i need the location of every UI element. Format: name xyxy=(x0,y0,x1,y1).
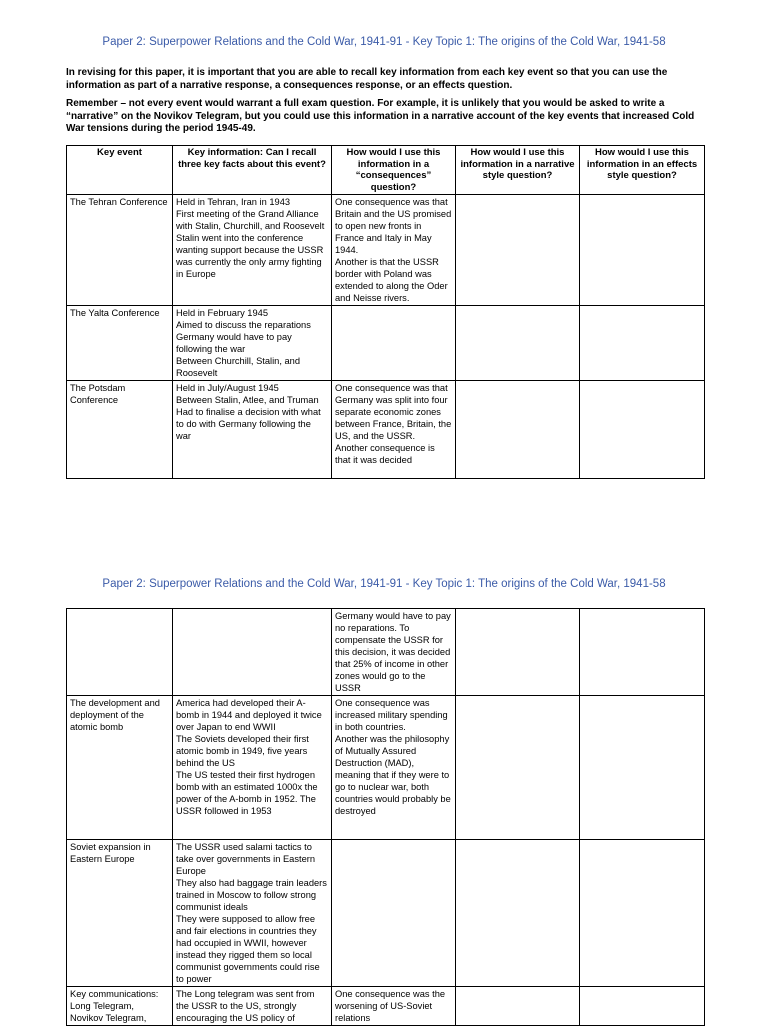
revision-table-page-2 xyxy=(66,608,705,1026)
column-header-key-information: Key information: Can I recall three key facts about this event? xyxy=(173,146,332,195)
column-header-key-event: Key event xyxy=(67,146,173,195)
effects-cell xyxy=(580,195,705,306)
table-row xyxy=(67,696,705,840)
info-cell: Held in Tehran, Iran in 1943 First meeting of the Grand Alliance with Stalin, Churchill, and Roosevelt Stalin went into the conference wanting support because the USSR was currently the only army fighting in Europe xyxy=(173,195,332,306)
narrative-cell xyxy=(456,306,580,381)
narrative-cell xyxy=(456,987,580,1026)
consequence-cell: One consequence was that Britain and the US promised to open new fronts in France and Italy in May 1944. Another is that the USSR border with Poland was extended to along the Oder and Neisse rivers. xyxy=(332,195,456,306)
intro-paragraph-1: In revising for this paper, it is important that you are able to recall key information from each key event so that you can use the information as part of a narrative response, a consequences response, or an effects question. xyxy=(66,67,668,91)
page-header: Paper 2: Superpower Relations and the Cold War, 1941-91 - Key Topic 1: The origins of the Cold War, 1941-58 xyxy=(102,36,666,48)
table-row xyxy=(67,381,705,479)
narrative-cell xyxy=(456,840,580,987)
event-cell: The Potsdam Conference xyxy=(67,381,173,479)
effects-cell xyxy=(580,306,705,381)
revision-table-page-1 xyxy=(66,145,705,479)
narrative-cell xyxy=(456,195,580,306)
info-cell: The USSR used salami tactics to take over governments in Eastern Europe They also had baggage train leaders trained in Moscow to follow strong communist ideals They were supposed to allow free and fair elections in countries they had occupied in WWII, however instead they rigged them so local communist governments could rise to power xyxy=(173,840,332,987)
table-row xyxy=(67,195,705,306)
effects-cell xyxy=(580,987,705,1026)
effects-cell xyxy=(580,609,705,696)
column-header-narrative: How would I use this information in a narrative style question? xyxy=(456,146,580,195)
event-cell: Soviet expansion in Eastern Europe xyxy=(67,840,173,987)
effects-cell xyxy=(580,840,705,987)
effects-cell xyxy=(580,696,705,840)
event-cell: The Tehran Conference xyxy=(67,195,173,306)
consequence-cell xyxy=(332,306,456,381)
narrative-cell xyxy=(456,696,580,840)
table-row xyxy=(67,840,705,987)
effects-cell xyxy=(580,381,705,479)
consequence-cell: One consequence was increased military spending in both countries. Another was the philosophy of Mutually Assured Destruction (MAD), meaning that if they were to go to nuclear war, both countries would probably be destroyed xyxy=(332,696,456,840)
consequence-cell xyxy=(332,840,456,987)
info-cell xyxy=(173,609,332,696)
event-cell: The development and deployment of the atomic bomb xyxy=(67,696,173,840)
info-cell: Held in February 1945 Aimed to discuss the reparations Germany would have to pay following the war Between Churchill, Stalin, and Roosevelt xyxy=(173,306,332,381)
consequence-cell: One consequence was the worsening of US-Soviet relations xyxy=(332,987,456,1026)
table-row xyxy=(67,987,705,1026)
intro-paragraph-2: Remember – not every event would warrant a full exam question. For example, it is unlikely that you would be asked to write a “narrative” on the Novikov Telegram, but you could use this information in a narrative account of the key events that increased Cold War tensions during the period 1945-49. xyxy=(66,98,695,134)
narrative-cell xyxy=(456,381,580,479)
table-row xyxy=(67,306,705,381)
column-header-effects: How would I use this information in an effects style question? xyxy=(580,146,705,195)
table-row xyxy=(67,609,705,696)
table-header-row xyxy=(67,146,705,195)
consequence-cell: Germany would have to pay no reparations. To compensate the USSR for this decision, it was decided that 25% of income in other zones would go to the USSR xyxy=(332,609,456,696)
column-header-consequences: How would I use this information in a “consequences” question? xyxy=(332,146,456,195)
event-cell: Key communications: Long Telegram, Novikov Telegram, xyxy=(67,987,173,1026)
consequence-cell: One consequence was that Germany was split into four separate economic zones between France, Britain, the US, and the USSR. Another consequence is that it was decided xyxy=(332,381,456,479)
narrative-cell xyxy=(456,609,580,696)
event-cell xyxy=(67,609,173,696)
page-header-2: Paper 2: Superpower Relations and the Cold War, 1941-91 - Key Topic 1: The origins of the Cold War, 1941-58 xyxy=(102,578,666,590)
event-cell: The Yalta Conference xyxy=(67,306,173,381)
info-cell: America had developed their A-bomb in 1944 and deployed it twice over Japan to end WWII The Soviets developed their first atomic bomb in 1949, five years behind the US The US tested their first hydrogen bomb with an estimated 1000x the power of the A-bomb in 1952. The USSR followed in 1953 xyxy=(173,696,332,840)
info-cell: Held in July/August 1945 Between Stalin, Atlee, and Truman Had to finalise a decision with what to do with Germany following the war xyxy=(173,381,332,479)
info-cell: The Long telegram was sent from the USSR to the US, strongly encouraging the US policy of xyxy=(173,987,332,1026)
